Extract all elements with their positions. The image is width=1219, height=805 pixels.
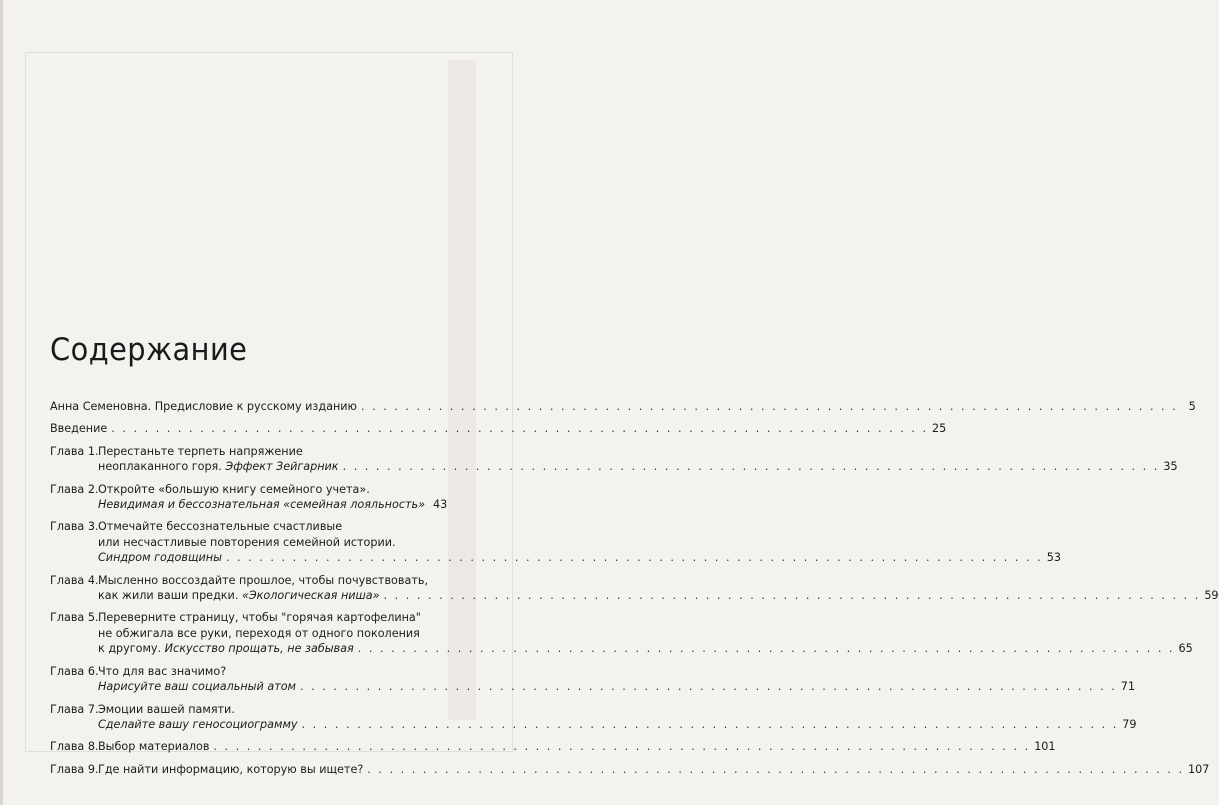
toc-chapter-number: Глава 9. — [50, 762, 99, 776]
toc-page-number: 101 — [1034, 740, 1056, 754]
toc-title-line: Мысленно воссоздайте прошлое, чтобы почувствовать, — [98, 573, 429, 587]
toc-leader-dots: . . . . . . . . . . . . . . . . . . . . . . . . . . . . . . . . . . . . . . . . . . . . . . . . . . . . . . . . . . . . . . . . . . . . . . . . . . — [383, 589, 1201, 603]
toc-chapter-number: Глава 7. — [50, 702, 99, 716]
toc-page-number: 107 — [1188, 762, 1210, 776]
toc-entry[interactable] — [50, 399, 1196, 414]
toc-leader-dots: . . . . . . . . . . . . . . . . . . . . . . . . . . . . . . . . . . . . . . . . . . . . . . . . . . . . . . . . . . . . . . . . . . . . . . . . . . — [213, 740, 1031, 754]
toc-title-line: Переверните страницу, чтобы "горячая картофелина" — [98, 611, 421, 625]
toc-leader-dots: . . . . . . . . . . . . . . . . . . . . . . . . . . . . . . . . . . . . . . . . . . . . . . . . . . . . . . . . . . . . . . . . . . . . . . . . . . — [367, 762, 1185, 776]
toc-page-number: 35 — [1163, 460, 1178, 474]
toc-title-text: Анна Семеновна. Предисловие к русскому изданию — [50, 400, 357, 413]
toc-title-line: Перестаньте терпеть напряжение — [98, 444, 303, 458]
toc-chapter-number: Глава 2. — [50, 482, 99, 496]
toc-chapter-number: Глава 6. — [50, 664, 99, 678]
toc-title-text: Где найти информацию, которую вы ищете? — [98, 762, 364, 776]
toc-page-number: 53 — [1046, 551, 1061, 565]
toc-page-number: 5 — [1188, 400, 1196, 413]
toc-title-line: Эмоции вашей памяти. — [98, 702, 235, 716]
toc-title-line: не обжигала все руки, переходя от одного поколения — [98, 626, 420, 640]
toc-title-line: или несчастливые повторения семейной истории. — [98, 535, 396, 549]
toc-page-number: 59 — [1204, 589, 1219, 603]
toc-subtitle: Эффект Зейгарник — [225, 460, 339, 474]
toc-entry[interactable] — [50, 573, 1219, 604]
toc-chapter-number: Глава 8. — [50, 740, 99, 754]
toc-page-number: 65 — [1178, 642, 1193, 656]
toc-subtitle: Сделайте вашу геносоциограмму — [98, 717, 298, 731]
toc-page-number: 25 — [932, 422, 947, 436]
toc-subtitle: Искусство прощать, не забывая — [164, 642, 354, 656]
toc-page-number: 43 — [433, 498, 448, 512]
toc-entry[interactable] — [50, 421, 947, 436]
toc-leader-dots: . . . . . . . . . . . . . . . . . . . . . . . . . . . . . . . . . . . . . . . . . . . . . . . . . . . . . . . . . . . . . . . . . . . . . . . . . . — [301, 717, 1119, 731]
toc-leader-dots: . . . . . . . . . . . . . . . . . . . . . . . . . . . . . . . . . . . . . . . . . . . . . . . . . . . . . . . . . . . . . . . . . . . . . . . . . . — [342, 460, 1160, 474]
page-title: Содержание — [50, 332, 248, 368]
toc-chapter-number: Глава 5. — [50, 611, 99, 625]
toc-chapter-number: Глава 3. — [50, 520, 99, 534]
toc-subtitle: «Экологическая ниша» — [241, 589, 380, 603]
toc-entry[interactable] — [50, 519, 1061, 565]
toc-subtitle: Невидимая и бессознательная «семейная лояльность» — [98, 498, 426, 512]
toc-entry[interactable] — [50, 762, 1210, 777]
toc-title-line: Отмечайте бессознательные счастливые — [98, 520, 343, 534]
toc-leader-dots: . . . . . . . . . . . . . . . . . . . . . . . . . . . . . . . . . . . . . . . . . . . . . . . . . . . . . . . . . . . . . . . . . . . . . . . . . . — [111, 422, 929, 436]
toc-leader-dots: . . . . . . . . . . . . . . . . . . . . . . . . . . . . . . . . . . . . . . . . . . . . . . . . . . . . . . . . . . . . . . . . . . . . . . . . . . — [225, 551, 1043, 565]
toc-page-number: 71 — [1120, 680, 1136, 694]
toc-title-line: Что для вас значимо? — [98, 664, 227, 678]
toc-leader-dots: . . . . . . . . . . . . . . . . . . . . . . . . . . . . . . . . . . . . . . . . . . . . . . . . . . . . . . . . . . . . . . . . . . . . . . . . . . — [300, 680, 1117, 694]
table-of-contents — [50, 399, 1219, 784]
toc-title-text: к другому. — [98, 642, 165, 656]
toc-entry[interactable] — [50, 664, 1136, 695]
toc-page-number: 79 — [1122, 717, 1137, 731]
toc-title-line: Откройте «большую книгу семейного учета». — [98, 482, 370, 496]
toc-title-text: как жили ваши предки. — [98, 589, 242, 603]
toc-entry[interactable] — [50, 482, 448, 513]
toc-entry[interactable] — [50, 444, 1178, 475]
toc-leader-dots: . . . . . . . . . . . . . . . . . . . . . . . . . . . . . . . . . . . . . . . . . . . . . . . . . . . . . . . . . . . . . . . . . . . . . . . . . . — [360, 400, 1178, 413]
toc-leader-dots: . . . . . . . . . . . . . . . . . . . . . . . . . . . . . . . . . . . . . . . . . . . . . . . . . . . . . . . . . . . . . . . . . . . . . . . . . . — [357, 642, 1175, 656]
toc-chapter-number: Глава 4. — [50, 573, 99, 587]
toc-title-text: неоплаканного горя. — [98, 460, 226, 474]
toc-entry[interactable] — [50, 702, 1137, 733]
toc-title-text: Введение — [50, 422, 108, 436]
toc-entry[interactable] — [50, 610, 1193, 656]
toc-title-text: Выбор материалов — [98, 740, 210, 754]
toc-entry[interactable] — [50, 739, 1056, 754]
toc-subtitle: Нарисуйте ваш социальный атом — [98, 680, 296, 694]
bleed-through-side-band — [448, 60, 476, 720]
toc-subtitle: Синдром годовщины — [98, 551, 222, 565]
toc-chapter-number: Глава 1. — [50, 444, 99, 458]
